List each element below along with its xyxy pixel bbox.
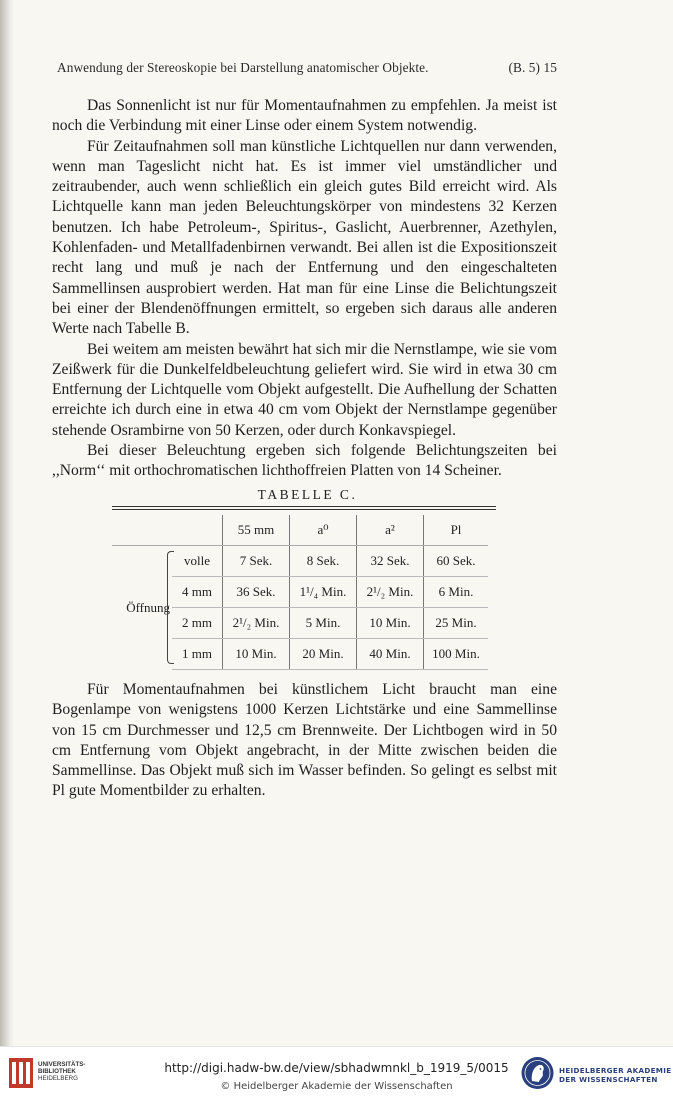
table-cell: 7 Sek. [223,545,290,576]
table-cell: 10 Min. [223,638,290,669]
table-cell: 32 Sek. [357,545,424,576]
table-top-rule [112,506,496,510]
copyright-notice: © Heidelberger Akademie der Wissenschaften [220,1081,453,1092]
column-header: a⁰ [290,515,357,546]
running-title: Anwendung der Stereoskopie bei Darstellung anatomischer Objekte. [57,60,429,75]
permalink-url[interactable]: http://digi.hadw-bw.de/view/sbhadwmnkl_b_1919_5/0015 [164,1061,509,1075]
row-group-label: Öffnung [112,545,172,669]
row-label: 2 mm [172,607,223,638]
table-header-row [112,515,488,546]
paragraph: Für Zeitaufnahmen soll man künstliche Lichtquellen nur dann verwenden, wenn man Tageslicht nicht hat. Es ist immer viel umständlicher und zeitraubender, auch wenn schließlich ein gleich gutes Bild erreicht wird. Als Lichtquelle kann man jeden Beleuchtungskörper von mindestens 32 Kerzen benutzen. Ich habe Petroleum-, Spiritus-, Gaslicht, Auerbrenner, Azethylen, Kohlenfaden- und Metallfadenbirnen verwandt. Bei allen ist die Expositionszeit recht lang und muß je nach der Entfernung und den eingeschalteten Sammellinsen ausprobiert werden. Hat man für eine Linse die Belichtungszeit bei einer der Blendenöffnungen ermittelt, so ergeben sich daraus alle anderen Werte nach Tabelle B. [52,137,557,338]
table-cell: 6 Min. [424,576,489,607]
column-header: 55 mm [223,515,290,546]
running-header [57,60,557,76]
row-label: 1 mm [172,638,223,669]
brace-icon [167,551,174,665]
body-text [52,96,557,802]
row-label: 4 mm [172,576,223,607]
table-cell: 2¹/₂ Min. [223,607,290,638]
column-header: Pl [424,515,489,546]
table-cell: 36 Sek. [223,576,290,607]
paragraph: Bei dieser Beleuchtung ergeben sich folgende Belichtungszeiten bei ,,Norm‘‘ mit orthochromatischen lichthoffreien Platten von 14 Scheiner. [52,442,557,480]
exposure-table [112,515,488,670]
paragraph: Bei weitem am meisten bewährt hat sich mir die Nernstlampe, wie sie vom Zeißwerk für die Dunkelfeldbeleuchtung geliefert wird. Sie wird in etwa 30 cm Entfernung der Lichtquelle vom Objekt aufgestellt. Die Aufhellung der Schatten erreichte ich durch eine in etwa 40 cm vom Objekt der Nernstlampe gegenüber stehende Osrambirne von 50 Kerzen, oder durch Konkavspiegel. [52,340,557,439]
paragraph: Das Sonnenlicht ist nur für Momentaufnahmen zu empfehlen. Ja meist ist noch die Verbindung mit einer Linse oder einem System notwendig. [52,97,557,135]
table-cell: 60 Sek. [424,545,489,576]
university-library-logo-text[interactable]: UNIVERSITÄTS- BIBLIOTHEK HEIDELBERG [38,1061,86,1082]
closing-paragraph: Für Momentaufnahmen bei künstlichem Licht braucht man eine Bogenlampe von wenigstens 1000 Kerzen Lichtstärke und eine Sammellinse von 15 cm Durchmesser und 12,5 cm Brennweite. Der Lichtbogen wird in 50 cm Entfernung vom Objekt angebracht, in der Mitte zwischen beiden die Sammellinse. Das Objekt muß sich im Wasser befinden. So gelingt es selbst mit Pl gute Momentbilder zu erhalten. [52,680,557,800]
table-cell: 5 Min. [290,607,357,638]
page-reference: (B. 5) 15 [508,60,557,75]
table-title: TABELLE C. [257,486,358,502]
table-cell: 100 Min. [424,638,489,669]
academy-logo-text[interactable]: HEIDELBERGER AKADEMIE DER WISSENSCHAFTEN [559,1066,672,1084]
table-cell: 25 Min. [424,607,489,638]
table-cell: 40 Min. [357,638,424,669]
table-cell: 10 Min. [357,607,424,638]
row-label: volle [172,545,223,576]
column-header: a² [357,515,424,546]
table-row [112,545,488,576]
table-cell: 20 Min. [290,638,357,669]
minerva-head-icon[interactable] [521,1055,554,1091]
table-cell: 2¹/₂ Min. [357,576,424,607]
table-cell: 1¹/₄ Min. [290,576,357,607]
table-cell: 8 Sek. [290,545,357,576]
